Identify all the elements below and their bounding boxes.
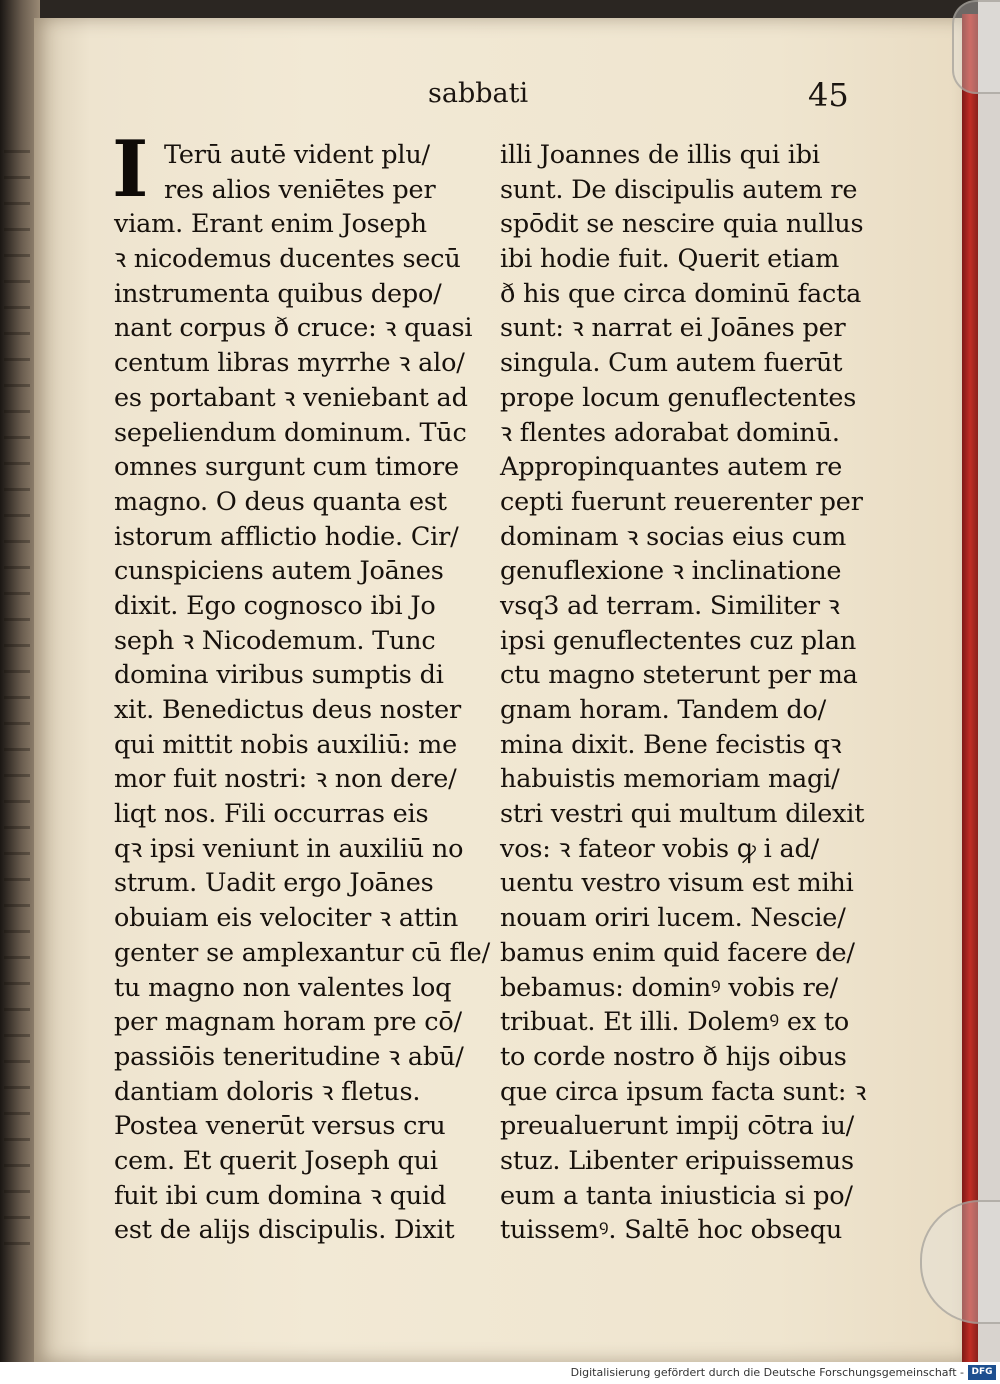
text-line: mina dixit. Bene fecistis qꝛ xyxy=(500,729,842,760)
decorated-initial: I xyxy=(112,124,149,215)
text-line: ꝛ nicodemus ducentes secū xyxy=(114,244,461,275)
text-line: nant corpus ð cruce: ꝛ quasi xyxy=(114,313,473,344)
text-line: magno. O deus quanta est xyxy=(114,486,447,517)
text-column-right xyxy=(500,138,867,1248)
text-line: centum libras myrrhe ꝛ alo/ xyxy=(114,348,465,379)
text-line: ibi hodie fuit. Querit etiam xyxy=(500,244,840,275)
text-line: res alios veniētes per xyxy=(164,174,436,205)
funding-credit: Digitalisierung gefördert durch die Deutsche Forschungsgemeinschaft - xyxy=(570,1366,964,1379)
text-line: bamus enim quid facere de/ xyxy=(500,937,855,968)
text-line: sunt. De discipulis autem re xyxy=(500,174,858,205)
text-line: tu magno non valentes loq xyxy=(114,972,452,1003)
page-number: 45 xyxy=(808,76,849,114)
text-line: uentu vestro visum est mihi xyxy=(500,868,854,899)
text-line: habuistis memoriam magi/ xyxy=(500,764,840,795)
text-line: viam. Erant enim Joseph xyxy=(114,209,427,240)
right-background xyxy=(978,0,1000,1362)
text-line: strum. Uadit ergo Joānes xyxy=(114,868,434,899)
text-line: Terū autē vident plu/ xyxy=(164,140,430,170)
text-line: istorum afflictio hodie. Cir/ xyxy=(114,521,459,552)
page-header xyxy=(0,78,1000,118)
text-line: instrumenta quibus depo/ xyxy=(114,278,442,309)
text-line: stri vestri qui multum dilexit xyxy=(500,799,865,830)
running-head: sabbati xyxy=(428,78,529,109)
text-line: tribuat. Et illi. Dolemꝰ ex to xyxy=(500,1007,850,1038)
text-line: sepeliendum dominum. Tūc xyxy=(114,417,467,448)
text-line: ipsi genuflectentes cuz plan xyxy=(500,625,857,656)
text-line: est de alijs discipulis. Dixit xyxy=(114,1215,455,1246)
text-line: prope locum genuflectentes xyxy=(500,382,857,413)
text-line: sunt: ꝛ narrat ei Joānes per xyxy=(500,313,846,344)
text-line: ð his que circa dominū facta xyxy=(500,278,862,309)
text-line: genter se amplexantur cū fle/ xyxy=(114,937,490,968)
text-line: ctu magno steterunt per ma xyxy=(500,660,858,691)
facing-page-text-fragment xyxy=(4,150,30,1250)
text-line: illi Joannes de illis qui ibi xyxy=(500,140,820,170)
text-line: mor fuit nostri: ꝛ non dere/ xyxy=(114,764,457,795)
text-line: Postea venerūt versus cru xyxy=(114,1111,446,1142)
text-line: bebamus: dominꝰ vobis re/ xyxy=(500,972,838,1003)
text-line: preualuerunt impij cōtra iu/ xyxy=(500,1111,855,1142)
text-line: domina viribus sumptis di xyxy=(114,660,444,691)
text-line: spōdit se nescire quia nullus xyxy=(500,209,864,240)
text-line: que circa ipsum facta sunt: ꝛ xyxy=(500,1076,867,1107)
text-line: vsq3 ad terram. Similiter ꝛ xyxy=(500,590,840,621)
text-line: cunspiciens autem Joānes xyxy=(114,556,444,587)
dfg-logo: DFG xyxy=(968,1365,996,1380)
text-line: dantiam doloris ꝛ fletus. xyxy=(114,1076,421,1107)
text-line: qꝛ ipsi veniunt in auxiliū no xyxy=(114,833,464,864)
text-line: gnam horam. Tandem do/ xyxy=(500,695,827,725)
text-line: es portabant ꝛ veniebant ad xyxy=(114,382,468,413)
text-line: stuz. Libenter eripuissemus xyxy=(500,1145,854,1176)
text-line: per magnam horam pre cō/ xyxy=(114,1007,462,1038)
text-line: eum a tanta iniusticia si po/ xyxy=(500,1180,853,1211)
text-line: to corde nostro ð hijs oibus xyxy=(500,1041,847,1072)
text-line: xit. Benedictus deus noster xyxy=(114,695,461,725)
text-line: genuflexione ꝛ inclinatione xyxy=(500,556,842,587)
text-line: obuiam eis velociter ꝛ attin xyxy=(114,903,459,934)
text-line: seph ꝛ Nicodemum. Tunc xyxy=(114,625,436,656)
text-line: tuissemꝰ. Saltē hoc obsequ xyxy=(500,1215,843,1246)
text-line: dixit. Ego cognosco ibi Jo xyxy=(114,590,436,621)
red-page-edge xyxy=(962,14,978,1362)
text-line: cem. Et querit Joseph qui xyxy=(114,1145,438,1176)
text-line: fuit ibi cum domina ꝛ quid xyxy=(114,1180,447,1211)
text-line: passiōis teneritudine ꝛ abū/ xyxy=(114,1041,464,1072)
footer-bar xyxy=(0,1362,1000,1384)
text-line: Appropinquantes autem re xyxy=(500,452,843,483)
text-line: dominam ꝛ socias eius cum xyxy=(500,521,847,552)
text-line: vos: ꝛ fateor vobis ꝙ i ad/ xyxy=(500,833,820,864)
text-column-left xyxy=(114,138,490,1248)
text-line: ꝛ flentes adorabat dominū. xyxy=(500,417,840,448)
text-line: nouam oriri lucem. Nescie/ xyxy=(500,903,846,934)
text-line: qui mittit nobis auxiliū: me xyxy=(114,729,458,760)
text-line: liqt nos. Fili occurras eis xyxy=(114,799,429,830)
text-line: singula. Cum autem fuerūt xyxy=(500,348,843,379)
text-line: omnes surgunt cum timore xyxy=(114,452,459,483)
text-line: cepti fuerunt reuerenter per xyxy=(500,486,863,517)
